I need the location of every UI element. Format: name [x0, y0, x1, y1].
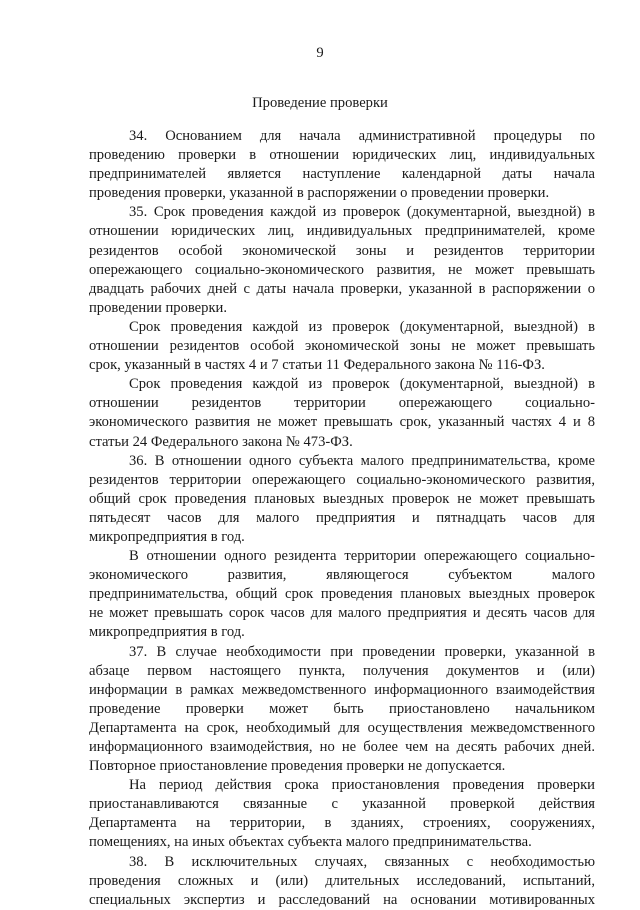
- paragraph: [89, 643, 595, 777]
- document-body: [89, 127, 595, 910]
- paragraph-line: общий срок проведения плановых выездных проверок не может превышать: [89, 490, 595, 507]
- paragraph-line: пятьдесят часов для малого предприятия и пятнадцать часов для: [89, 509, 595, 526]
- paragraph-line: 36. В отношении одного субъекта малого предпринимательства, кроме: [129, 452, 595, 469]
- paragraph-line: проведения сложных и (или) длительных исследований, испытаний,: [89, 872, 595, 889]
- paragraph-line: отношении юридических лиц, индивидуальных предпринимателей, кроме: [89, 223, 595, 240]
- paragraph-line: статьи 24 Федерального закона № 473-ФЗ.: [89, 433, 353, 450]
- paragraph-line: Срок проведения каждой из проверок (документарной, выездной) в: [129, 376, 595, 393]
- paragraph-line: проведение проверки может быть приостановлено начальником: [89, 700, 595, 717]
- paragraph-line: микропредприятия в год.: [89, 528, 245, 545]
- paragraph-line: 35. Срок проведения каждой из проверок (документарной, выездной) в: [129, 204, 595, 221]
- paragraph-line: резидентов особой экономической зоны и резидентов территории: [89, 242, 595, 259]
- paragraph-line: экономического развития не может превышать срок, указанный частях 4 и 8: [89, 414, 595, 431]
- paragraph-line: проведения проверки, указанной в распоряжении о проведении проверки.: [89, 185, 550, 202]
- paragraph-line: специальных экспертиз и расследований на основании мотивированных: [89, 891, 595, 908]
- paragraph-line: отношении резидентов территории опережающего социально-: [89, 395, 595, 412]
- paragraph-line: абзаце первом настоящего пункта, получения документов и (или): [89, 662, 595, 679]
- paragraph-line: Департамента на срок, необходимый для осуществления межведомственного: [89, 719, 595, 736]
- paragraph-line: В отношении одного резидента территории опережающего социально-: [129, 548, 595, 565]
- paragraph-line: 38. В исключительных случаях, связанных с необходимостью: [129, 853, 595, 870]
- paragraph-line: 34. Основанием для начала административной процедуры по: [129, 128, 595, 144]
- paragraph-line: микропредприятия в год.: [89, 624, 245, 641]
- paragraph-line: приостанавливаются связанные с указанной проверкой действия: [89, 796, 595, 813]
- paragraph: [89, 318, 595, 375]
- paragraph-line: отношении резидентов особой экономической зоны не может превышать: [89, 338, 595, 355]
- paragraph: [89, 452, 595, 547]
- paragraph-line: Повторное приостановление проведения проверки не допускается.: [89, 758, 506, 775]
- paragraph-line: 37. В случае необходимости при проведении проверки, указанной в: [129, 643, 595, 660]
- paragraph-line: проведению проверки в отношении юридических лиц, индивидуальных: [89, 147, 595, 164]
- paragraph-line: резидентов территории опережающего социально-экономического развития,: [89, 471, 595, 488]
- paragraph-line: предпринимательства, общий срок проведения плановых выездных проверок: [89, 586, 595, 603]
- paragraph: [89, 776, 595, 852]
- paragraph-line: не может превышать сорок часов для малого предприятия и десять часов для: [89, 605, 595, 622]
- paragraph-line: информации в рамках межведомственного информационного взаимодействия: [89, 681, 595, 698]
- paragraph-line: срок, указанный в частях 4 и 7 статьи 11 Федерального закона № 116-ФЗ.: [89, 357, 545, 374]
- paragraph-line: проведении проверки.: [89, 299, 228, 316]
- paragraph-line: предпринимателей является наступление календарной даты начала: [89, 166, 595, 183]
- paragraph-line: На период действия срока приостановления проведения проверки: [129, 777, 595, 794]
- paragraph-line: экономического развития, являющегося субъектом малого: [89, 567, 595, 584]
- paragraph: [89, 547, 595, 642]
- paragraph-line: опережающего социально-экономического развития, не может превышать: [89, 261, 595, 278]
- paragraph-line: информационного взаимодействия, но не более чем на десять рабочих дней.: [89, 739, 595, 755]
- paragraph: [89, 375, 595, 451]
- paragraph-line: Срок проведения каждой из проверок (документарной, выездной) в: [129, 318, 595, 335]
- paragraph: [89, 853, 595, 910]
- paragraph: [89, 127, 595, 203]
- paragraph-line: Департамента на территории, в зданиях, строениях, сооружениях,: [89, 815, 595, 832]
- section-title: Проведение проверки: [252, 95, 388, 111]
- paragraph-line: двадцать рабочих дней с даты начала проверки, указанной в распоряжении о: [89, 280, 595, 297]
- paragraph-line: помещениях, на иных объектах субъекта малого предпринимательства.: [89, 834, 532, 851]
- paragraph: [89, 203, 595, 318]
- page-number: 9: [316, 45, 324, 61]
